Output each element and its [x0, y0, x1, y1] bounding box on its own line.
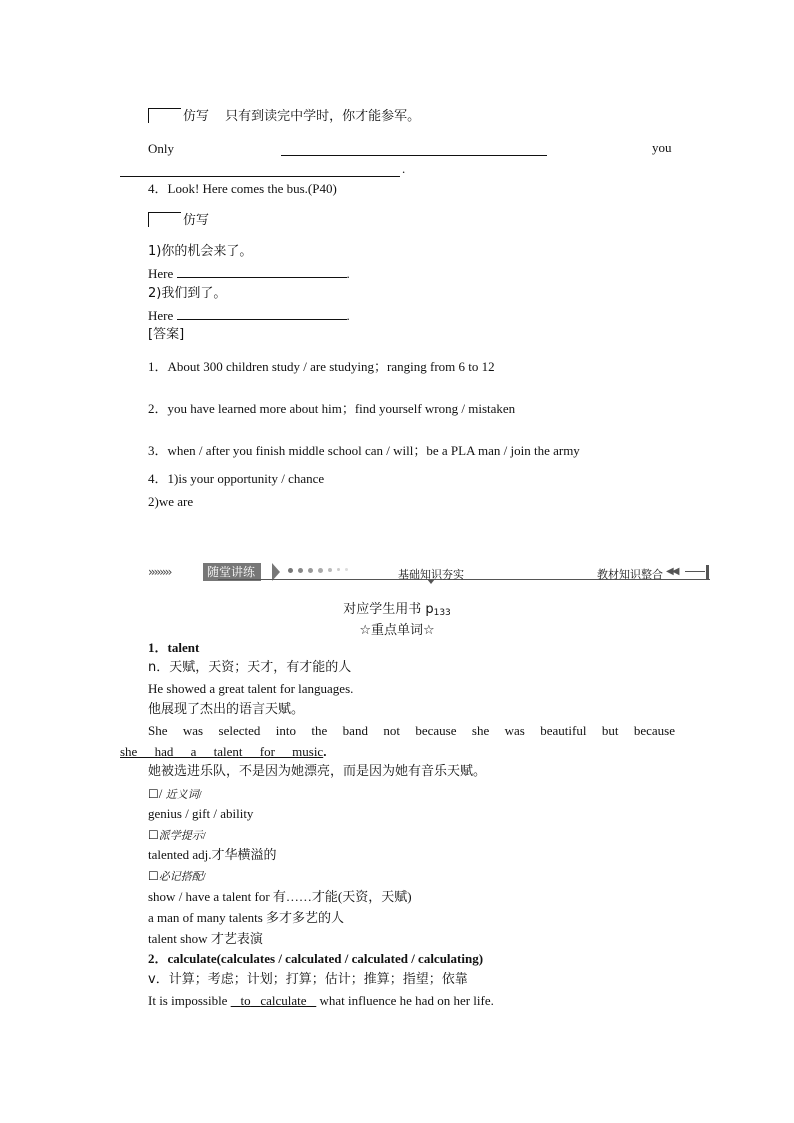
bracket-icon — [148, 212, 181, 227]
answer-blank[interactable] — [120, 163, 400, 177]
tag-label: 近义词 — [165, 788, 199, 801]
answer-word: calculate — [260, 993, 307, 1008]
answer-fill — [231, 993, 317, 1008]
example: She was selected into the band not because she was beautiful but because — [148, 723, 675, 738]
imitate-label: 仿写 — [183, 213, 210, 228]
period: . — [346, 266, 350, 281]
note-icon: ☐ — [148, 828, 159, 842]
note-icon: ☐ — [148, 787, 159, 801]
end-bar — [706, 565, 709, 579]
left-arrows-icon: ◀◀ — [666, 566, 678, 577]
definition: v．计算；考虑；计划；打算；估计；推算；指望；依靠 — [148, 972, 468, 987]
bracket-icon — [148, 108, 181, 123]
tag-label: 必记搭配 — [158, 870, 203, 883]
answer-4: 4．1)is your opportunity / chance — [148, 471, 325, 486]
imitate-sentence: 只有到读完中学时，你才能参军。 — [225, 109, 421, 124]
answer-fill: she had a talent for music — [120, 744, 324, 759]
dot-icon — [345, 568, 348, 571]
arrow-line — [685, 571, 705, 572]
here-line — [148, 306, 350, 325]
answer-1: 1．About 300 children study / are studying；ranging from 6 to 12 — [148, 359, 495, 374]
answer-blank[interactable] — [281, 142, 547, 156]
tag-label: 派学提示 — [158, 829, 203, 842]
dot-icon — [288, 568, 293, 573]
collocation: a man of many talents 多才多艺的人 — [148, 910, 345, 925]
banner-right: 教材知识整合 — [597, 568, 663, 581]
chevrons-icon: ›››››››› — [148, 565, 171, 579]
here-word: Here — [148, 266, 174, 281]
banner-tag: 随堂讲练 — [203, 563, 261, 581]
answer-blank[interactable] — [177, 264, 347, 278]
question-4: 4．Look! Here comes the bus.(P40) — [148, 181, 337, 196]
dot-icon — [308, 568, 313, 573]
collocation: show / have a talent for 有……才能(天资，天赋) — [148, 889, 412, 904]
imitate-line — [148, 108, 420, 126]
answers-heading: [答案] — [148, 327, 185, 342]
only-line — [148, 140, 174, 158]
tag-line: ☐派学提示/ — [148, 828, 206, 842]
student-book-ref — [0, 598, 794, 618]
answer-4b: 2)we are — [148, 494, 194, 509]
period: . — [346, 308, 350, 323]
example-start: It is impossible — [148, 993, 228, 1008]
word-heading: 2．calculate(calculates / calculated / calculated / calculating) — [148, 951, 484, 966]
translation: 她被选进乐队，不是因为她漂亮，而是因为她有音乐天赋。 — [148, 764, 487, 779]
collocation: talent show 才艺表演 — [148, 931, 263, 946]
example: He showed a great talent for languages. — [148, 681, 354, 696]
answer-2: 2．you have learned more about him；find yourself wrong / mistaken — [148, 401, 516, 416]
banner-center: 基础知识夯实 — [398, 568, 464, 581]
here-word: Here — [148, 308, 174, 323]
only-word: Only — [148, 141, 174, 156]
note-icon: ☐ — [148, 869, 159, 883]
section-title: ☆重点单词☆ — [359, 623, 435, 638]
period: . — [402, 161, 406, 176]
translation: 他展现了杰出的语言天赋。 — [148, 702, 305, 717]
synonyms: genius / gift / ability — [148, 806, 254, 821]
tag-line: ☐/ 近义词/ — [148, 786, 202, 801]
ref-main: 对应学生用书 p — [343, 602, 434, 617]
dot-icon — [328, 568, 332, 572]
dot-icon — [337, 568, 340, 571]
ref-page: 133 — [433, 608, 451, 618]
example-answer-line: she had a talent for music. — [120, 744, 327, 759]
answer-word: to — [240, 993, 251, 1008]
word-heading: 1．talent — [148, 640, 200, 655]
dot-icon — [298, 568, 303, 573]
imitate-line — [148, 212, 209, 230]
imitate-label: 仿写 — [183, 109, 210, 124]
prompt-2: 2)我们到了。 — [148, 286, 227, 301]
example-end: what influence he had on her life. — [319, 993, 494, 1008]
here-line — [148, 264, 350, 283]
marker-icon — [427, 579, 435, 584]
you-word: you — [652, 140, 672, 155]
dot-icon — [318, 568, 323, 573]
answer-3: 3．when / after you finish middle school can / will；be a PLA man / join the army — [148, 443, 580, 458]
prompt-1: 1)你的机会来了。 — [148, 244, 253, 259]
section-banner — [148, 563, 710, 581]
derivative: talented adj.才华横溢的 — [148, 847, 277, 862]
tag-line: ☐必记搭配/ — [148, 869, 206, 883]
example — [148, 992, 494, 1010]
definition: n．天赋，天资；天才，有才能的人 — [148, 660, 352, 675]
answer-blank[interactable] — [177, 306, 347, 320]
